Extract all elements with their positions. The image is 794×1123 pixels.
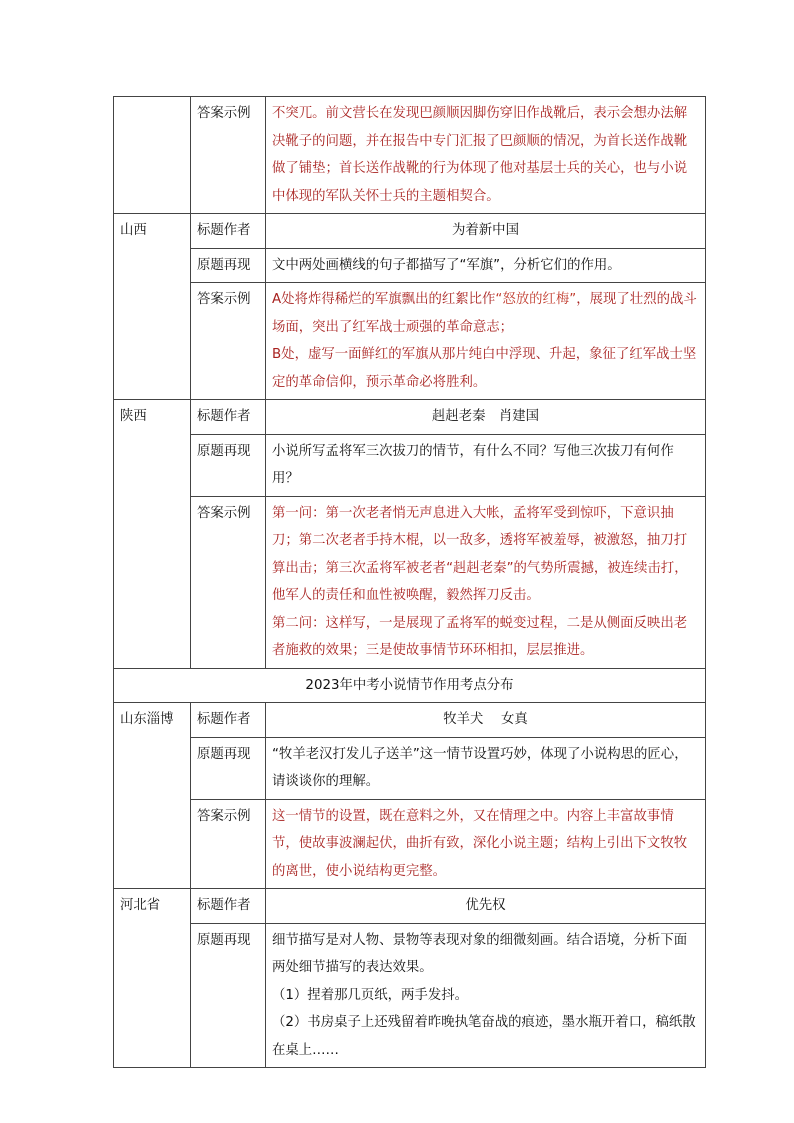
answer-paragraph: 第一问：第一次老者悄无声息进入大帐，孟将军受到惊吓，下意识抽刀；第二次老者手持木棍，以一敌多，透将军被羞辱，被激怒，抽刀打算出击；第三次孟将军被老者“赳赳老秦”的气势所震撼，被连续击打，他军人的责任和血性被唤醒，毅然挥刀反击。 — [272, 505, 688, 603]
province-cell: 河北省 — [114, 889, 191, 1068]
exam-table — [113, 96, 706, 1068]
table-row — [114, 97, 706, 214]
table-row — [114, 248, 706, 283]
row-label: 标题作者 — [191, 214, 266, 249]
province-cell: 山东淄博 — [114, 703, 191, 889]
title-author: 为着新中国 — [266, 214, 706, 249]
table-row — [114, 889, 706, 924]
answer-paragraph: B处，虚写一面鲜红的军旗从那片纯白中浮现、升起，象征了红军战士坚定的革命信仰，预示革命必将胜利。 — [272, 347, 697, 390]
row-label: 原题再现 — [191, 923, 266, 1068]
quote-highlight: “怒放的红梅” — [495, 292, 577, 307]
row-label: 原题再现 — [191, 248, 266, 283]
row-label: 标题作者 — [191, 889, 266, 924]
row-label: 原题再现 — [191, 737, 266, 799]
question-paragraph: 细节描写是对人物、景物等表现对象的细微刻画。结合语境，分析下面两处细节描写的表达效果。 — [272, 932, 688, 975]
table-row — [114, 799, 706, 889]
table-row — [114, 737, 706, 799]
section-title: 2023年中考小说情节作用考点分布 — [114, 668, 706, 703]
answer-text: 这一情节的设置，既在意料之外，又在情理之中。内容上丰富故事情节，使故事波澜起伏，曲折有致，深化小说主题；结构上引出下文牧牧的离世，使小说结构更完整。 — [266, 799, 706, 889]
row-label: 标题作者 — [191, 400, 266, 435]
title-author: 牧羊犬 女真 — [266, 703, 706, 738]
row-label: 原题再现 — [191, 434, 266, 496]
question-paragraph: （2）书房桌子上还残留着昨晚执笔奋战的痕迹，墨水瓶开着口，稿纸散在桌上…… — [272, 1015, 696, 1058]
answer-paragraph: 第二问：这样写，一是展现了孟将军的蜕变过程，二是从侧面反映出老者施救的效果；三是使故事情节环环相扣，层层推进。 — [272, 615, 688, 658]
answer-text — [266, 496, 706, 668]
table-row — [114, 434, 706, 496]
row-label: 答案示例 — [191, 496, 266, 668]
question-text — [266, 923, 706, 1068]
title-author: 赳赳老秦 肖建国 — [266, 400, 706, 435]
question-text: 文中两处画横线的句子都描写了“军旗”，分析它们的作用。 — [266, 248, 706, 283]
province-cell: 陕西 — [114, 400, 191, 669]
province-cell: 山西 — [114, 214, 191, 400]
row-label: 标题作者 — [191, 703, 266, 738]
table-row — [114, 496, 706, 668]
title-author: 优先权 — [266, 889, 706, 924]
table-row — [114, 923, 706, 1068]
answer-text: 不突兀。前文营长在发现巴颜顺因脚伤穿旧作战靴后，表示会想办法解决靴子的问题，并在报告中专门汇报了巴颜顺的情况，为首长送作战靴做了铺垫；首长送作战靴的行为体现了他对基层士兵的关心，也与小说中体现的军队关怀士兵的主题相契合。 — [266, 97, 706, 214]
table-row — [114, 703, 706, 738]
question-text: “牧羊老汉打发儿子送羊”这一情节设置巧妙，体现了小说构思的匠心，请谈谈你的理解。 — [266, 737, 706, 799]
table-row — [114, 214, 706, 249]
table-row — [114, 283, 706, 400]
row-label: 答案示例 — [191, 799, 266, 889]
province-cell — [114, 97, 191, 214]
table-row — [114, 400, 706, 435]
answer-paragraph: A处将炸得稀烂的军旗飘出的红絮比作“怒放的红梅”，展现了壮烈的战斗场面，突出了红军战士顽强的革命意志； — [272, 292, 697, 335]
question-paragraph: （1）捏着那几页纸，两手发抖。 — [272, 987, 468, 1003]
row-label: 答案示例 — [191, 283, 266, 400]
question-text: 小说所写孟将军三次拔刀的情节，有什么不同？写他三次拔刀有何作用？ — [266, 434, 706, 496]
table-row — [114, 668, 706, 703]
answer-text — [266, 283, 706, 400]
row-label: 答案示例 — [191, 97, 266, 214]
